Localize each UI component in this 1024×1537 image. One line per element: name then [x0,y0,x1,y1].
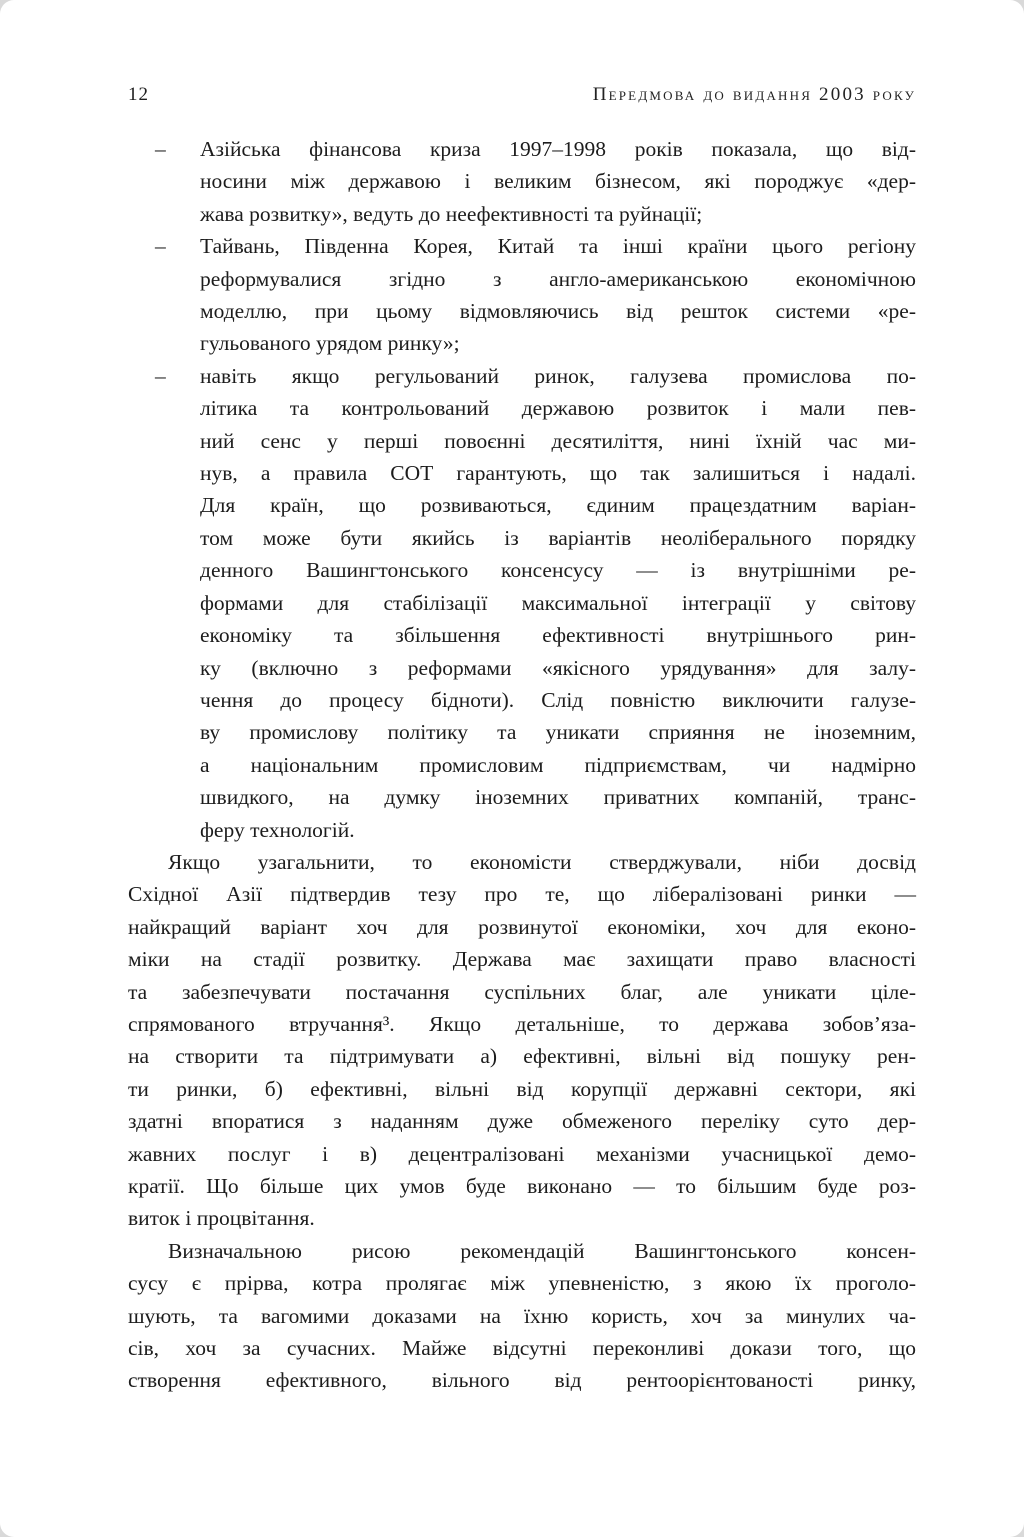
text-line: спрямованого втручання³. Якщо детальніше, то держава зобов’яза- [128,1011,916,1036]
text-line: Східної Азії підтвердив тезу про те, що лібералізовані ринки — [128,882,916,907]
bullet-dash: – [155,363,166,388]
text-line: жавних послуг і в) децентралізовані механізми учасницької демо- [128,1141,916,1166]
text-line: том може бути якийсь із варіантів неоліберального порядку [200,525,916,550]
text-line: чення до процесу бідноти). Слід повністю виключити галузе- [200,687,916,712]
text-flow [128,133,916,1397]
text-line: ку (включно з реформами «якісного урядування» для залу- [200,655,916,680]
running-header [128,84,916,106]
text-line: літика та контрольований державою розвиток і мали пев- [200,396,916,421]
list-item-text [200,360,916,846]
list-item [128,360,916,846]
text-line: сусу є прірва, котра пролягає між упевненістю, з якою їх проголо- [128,1271,916,1296]
text-line: нув, а правила СОТ гарантують, що так залишиться і надалі. [200,461,916,486]
text-line: шують, та вагомими доказами на їхню користь, хоч за минулих ча- [128,1303,916,1328]
text-line: Тайвань, Південна Корея, Китай та інші країни цього регіону [200,234,916,259]
text-line: виток і процвітання. [128,1206,315,1231]
list-item [128,230,916,360]
list-item-text [200,230,916,360]
text-line: найкращий варіант хоч для розвинутої економіки, хоч для еконо- [128,914,916,939]
text-line: Азійська фінансова криза 1997–1998 років показала, що від- [200,137,916,161]
paragraph [128,846,916,1235]
text-line: Для країн, що розвиваються, єдиним працездатним варіан- [200,493,916,518]
text-line: на створити та підтримувати а) ефективні, вільні від пошуку рен- [128,1044,916,1069]
bullet-dash: – [155,234,166,259]
text-line: швидкого, на думку іноземних приватних компаній, транс- [200,785,916,810]
text-line: ний сенс у перші повоєнні десятиліття, нині їхній час ми- [200,428,916,453]
list-item [128,133,916,230]
text-line: ву промислову політику та уникати сприяння не іноземним, [200,720,916,745]
text-line: реформувалися згідно з англо-американською економічною [200,266,916,291]
text-line: моделлю, при цьому відмовляючись від решток системи «ре- [200,299,916,324]
text-line: та забезпечувати постачання суспільних благ, але уникати ціле- [128,979,916,1004]
page-number: 12 [128,84,149,105]
text-line: Якщо узагальнити, то економісти стверджували, ніби досвід [168,849,916,874]
text-line: носини між державою і великим бізнесом, які породжує «дер- [200,169,916,194]
running-title: Передмова до видання 2003 року [592,84,916,105]
text-line: гульованого урядом ринку»; [200,331,460,356]
list-item-text [200,133,916,230]
text-line: кратії. Що більше цих умов буде виконано — то більшим буде роз- [128,1174,916,1198]
text-line: жава розвитку», ведуть до неефективності та руйнації; [200,201,703,226]
text-line: формами для стабілізації максимальної інтеграції у світову [200,590,916,615]
text-line: денного Вашингтонського консенсусу — із внутрішніми ре- [200,558,916,583]
text-line: сів, хоч за сучасних. Майже відсутні переконливі докази того, що [128,1336,916,1361]
bullet-dash: – [155,137,166,161]
text-line: навіть якщо регульований ринок, галузева промислова по- [200,363,916,388]
text-line: феру технологій. [200,817,355,842]
paragraph [128,1235,916,1397]
text-line: а національним промисловим підприємствам, чи надмірно [200,752,916,777]
text-line: здатні впоратися з наданням дуже обмеженого переліку суто дер- [128,1109,916,1134]
text-line: створення ефективного, вільного від рентоорієнтованості ринку, [128,1368,916,1393]
text-line: Визначальною рисою рекомендацій Вашингтонського консен- [168,1238,916,1263]
text-line: міки на стадії розвитку. Держава має захищати право власності [128,947,916,972]
text-line: економіку та збільшення ефективності внутрішнього рин- [200,623,916,648]
text-line: ти ринки, б) ефективні, вільні від корупції державні сектори, які [128,1076,916,1101]
